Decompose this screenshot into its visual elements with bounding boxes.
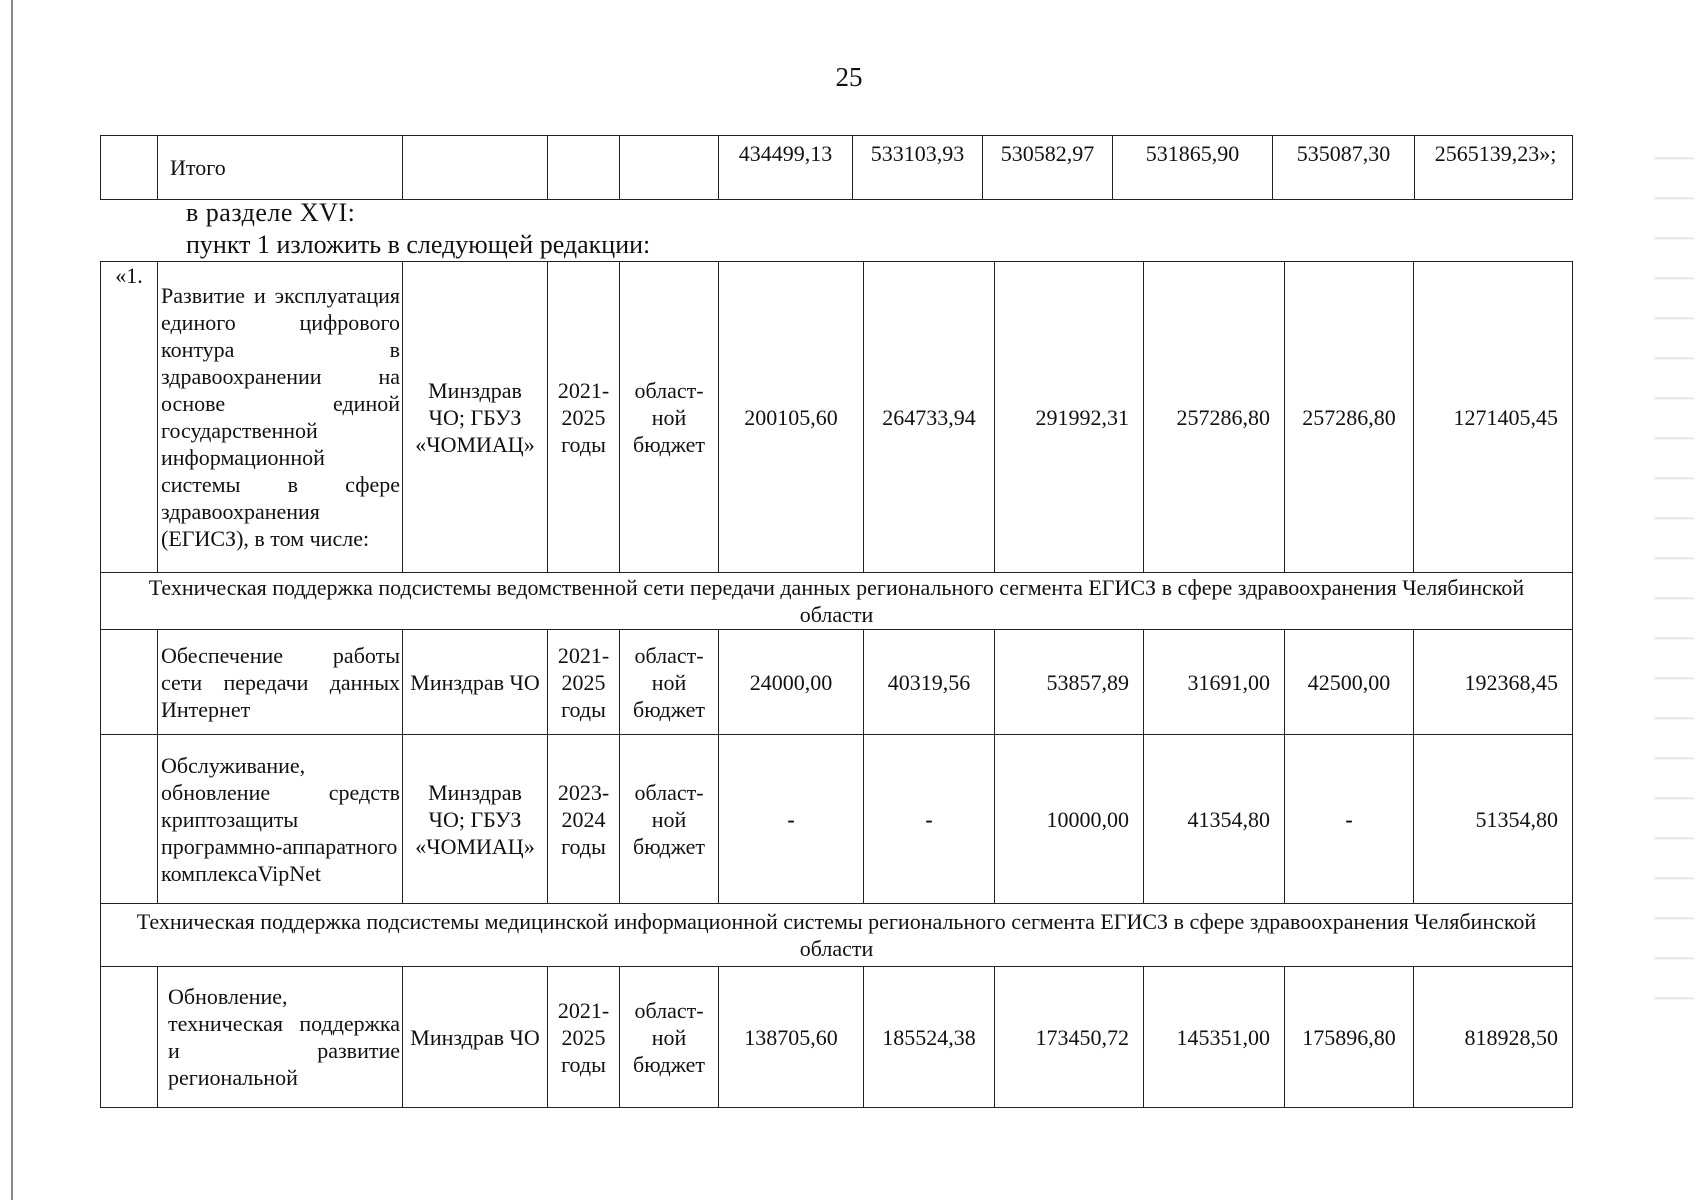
item-value: 257286,80 [1285,262,1414,573]
table-row [101,967,1573,1108]
total-value: 533103,93 [853,136,983,200]
item-value: 42500,00 [1285,630,1414,735]
total-row [101,136,1573,200]
item-value: 40319,56 [864,630,995,735]
page-number: 25 [835,62,863,92]
item-value-total: 51354,80 [1414,735,1573,904]
item-value: 138705,60 [719,967,864,1108]
item-source: област-ной бюджет [620,967,719,1108]
item-executor: Минздрав ЧО [403,630,548,735]
item-source: област-ной бюджет [620,262,719,573]
total-table [100,135,1573,200]
item-name: Обслуживание, обновление средств криптозащиты программно-аппаратного комплексаVipNet [158,735,403,904]
cell-empty [548,136,620,200]
item-value: 41354,80 [1144,735,1285,904]
item-value: 31691,00 [1144,630,1285,735]
item-value: 257286,80 [1144,262,1285,573]
intro-section: в разделе XVI: [186,198,356,227]
item-value: - [864,735,995,904]
item-executor: Минздрав ЧО; ГБУЗ «ЧОМИАЦ» [403,262,548,573]
total-value: 530582,97 [983,136,1113,200]
program-table [100,261,1573,1108]
scan-noise [1654,120,1694,1020]
item-period: 2023-2024 годы [548,735,620,904]
total-value: 434499,13 [719,136,853,200]
item-value: 10000,00 [995,735,1144,904]
item-period: 2021-2025 годы [548,262,620,573]
intro-instruction: пункт 1 изложить в следующей редакции: [186,230,651,259]
section-heading-row [101,573,1573,630]
item-value: 264733,94 [864,262,995,573]
total-label: Итого [158,136,403,200]
section-heading: Техническая поддержка подсистемы ведомственной сети передачи данных регионального сегмента ЕГИСЗ в сфере здравоохранения Челябинской области [101,573,1573,630]
cell-empty [101,735,158,904]
item-executor: Минздрав ЧО; ГБУЗ «ЧОМИАЦ» [403,735,548,904]
scan-edge [11,0,13,1200]
item-value: - [719,735,864,904]
item-value: - [1285,735,1414,904]
cell-empty [101,967,158,1108]
item-source: област-ной бюджет [620,735,719,904]
item-value: 24000,00 [719,630,864,735]
cell-empty [403,136,548,200]
table-row [101,735,1573,904]
item-number: «1. [101,262,158,573]
item-name: Обеспечение работы сети передачи данных Интернет [158,630,403,735]
item-value: 173450,72 [995,967,1144,1108]
item-source: област-ной бюджет [620,630,719,735]
total-value: 535087,30 [1273,136,1415,200]
item-period: 2021-2025 годы [548,967,620,1108]
total-value-sum: 2565139,23»; [1415,136,1573,200]
item-value: 145351,00 [1144,967,1285,1108]
item-value: 175896,80 [1285,967,1414,1108]
section-heading-row [101,904,1573,967]
item-name: Обновление, техническая поддержка и развитие региональной [158,967,403,1108]
item-executor: Минздрав ЧО [403,967,548,1108]
item-value-total: 1271405,45 [1414,262,1573,573]
cell-empty [620,136,719,200]
total-value: 531865,90 [1113,136,1273,200]
item-value: 185524,38 [864,967,995,1108]
item-value-total: 818928,50 [1414,967,1573,1108]
table-row [101,262,1573,573]
cell-empty [101,136,158,200]
item-value: 53857,89 [995,630,1144,735]
cell-empty [101,630,158,735]
section-heading: Техническая поддержка подсистемы медицинской информационной системы регионального сегмента ЕГИСЗ в сфере здравоохранения Челябинской области [101,904,1573,967]
item-value-total: 192368,45 [1414,630,1573,735]
table-row [101,630,1573,735]
item-name: Развитие и эксплуатация единого цифрового контура в здравоохранении на основе единой государственной информационной системы в сфере здравоохранения (ЕГИСЗ), в том числе: [158,262,403,573]
item-value: 200105,60 [719,262,864,573]
item-period: 2021-2025 годы [548,630,620,735]
item-value: 291992,31 [995,262,1144,573]
